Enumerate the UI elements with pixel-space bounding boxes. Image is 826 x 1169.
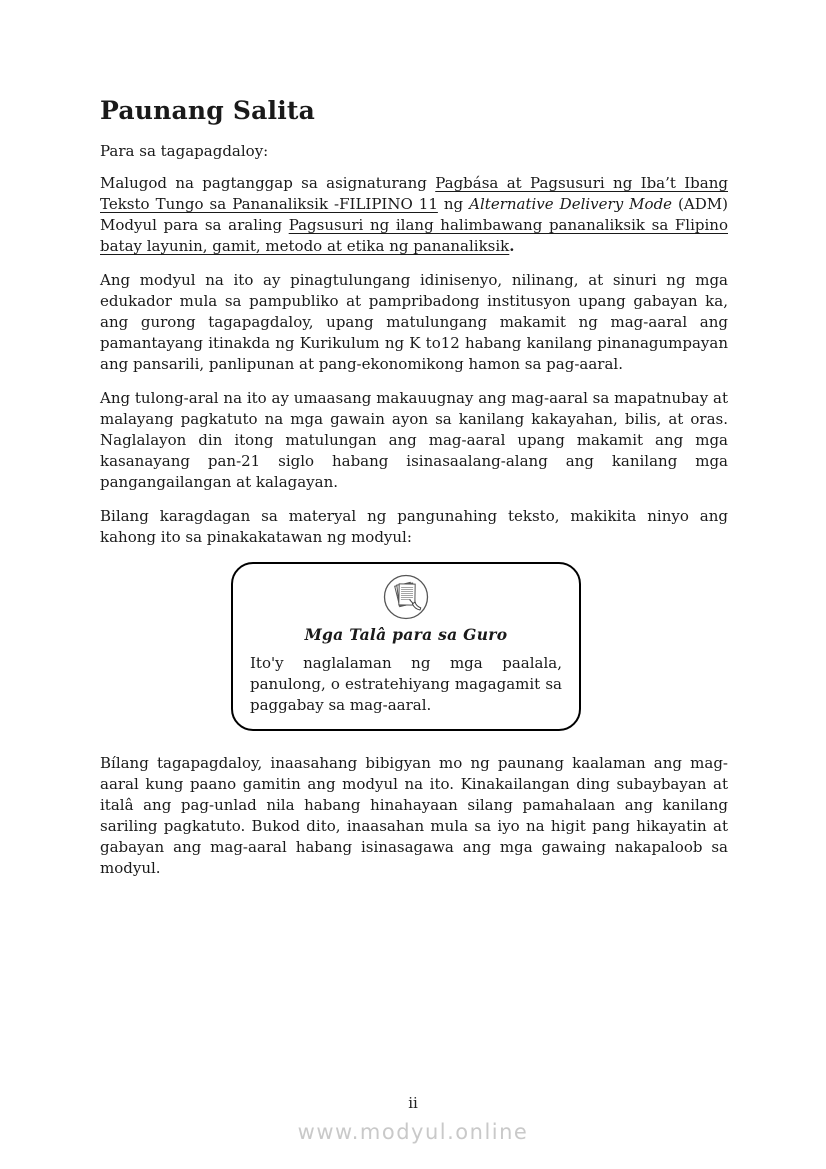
watermark-text: www.modyul.online [297,1120,529,1144]
salutation: Para sa tagapagdaloy: [100,142,269,160]
paragraph-box-intro: Bilang karagdagan sa materyal ng pangunahing teksto, makikita ninyo ang kahong ito sa pinakakatawan ng modyul: [100,507,728,546]
teacher-note-box [231,562,581,731]
intro-period: . [509,237,515,255]
paragraph-facilitator-role: Bílang tagapagdaloy, inaasahang bibigyan mo ng paunang kaalaman ang mag-aaral kung paano gamitin ang modyul na ito. Kinakailangan ding subaybayan at italâ ang pag-unlad nila habang hinahayaan silang pamahalaan ang kanilang sariling pagkatuto. Bukod dito, inaasahan mula sa iyo na higit pang hikayatin at gabayan ang mag-aaral habang isinasagawa ang mga gawaing nakapaloob sa modyul. [100,754,728,877]
note-box-title: Mga Talâ para sa Guro [304,625,508,644]
note-box-body: Ito'y naglalaman ng mga paalala, panulong, o estratehiyang magagamit sa paggabay sa mag-aaral. [250,654,562,714]
page-title: Paunang Salita [100,96,316,125]
lesson-title-underlined: Pagsusuri ng ilang halimbawang pananaliksik sa Flipino batay layunin, gamit, metodo at etika ng pananaliksik [100,216,728,255]
paragraph-intro [100,173,728,257]
adm-italic: Alternative Delivery Mode [469,195,673,213]
paragraph-module-design: Ang modyul na ito ay pinagtulungang idinisenyo, nilinang, at sinuri ng mga edukador mula sa pampubliko at pampribadong institusyon upang gabayan ka, ang gurong tagapagdaloy, upang matulungang makamit ng mag-aaral ang pamantayang itinakda ng Kurikulum ng K to12 habang kanilang pinanagumpayan ang pansarili, panlipunan at pang-ekonomikong hamon sa pag-aaral. [100,271,728,373]
intro-middle: (ADM) Modyul para sa araling [100,195,728,234]
subject-title-underlined: Pagbása at Pagsusuri ng Iba’t Ibang Teksto Tungo sa Pananaliksik -FILIPINO 11 [100,174,728,213]
notes-hand-icon [382,573,430,621]
note-icon-container [250,573,562,621]
page-content [100,96,728,892]
page-number: ii [408,1094,418,1112]
paragraph-learning-aid: Ang tulong-aral na ito ay umaasang makauugnay ang mag-aaral sa mapatnubay at malayang pagkatuto na mga gawain ayon sa kanilang kakayahan, bilis, at oras. Naglalayon din itong matulungan ang mag-aaral upang makamit ang mga kasanayang pan-21 siglo habang isinasaalang-alang ang kanilang mga pangangailangan at kalagayan. [100,389,728,491]
intro-text: Malugod na pagtanggap sa asignaturang [100,174,436,192]
intro-connector: ng [437,195,470,213]
